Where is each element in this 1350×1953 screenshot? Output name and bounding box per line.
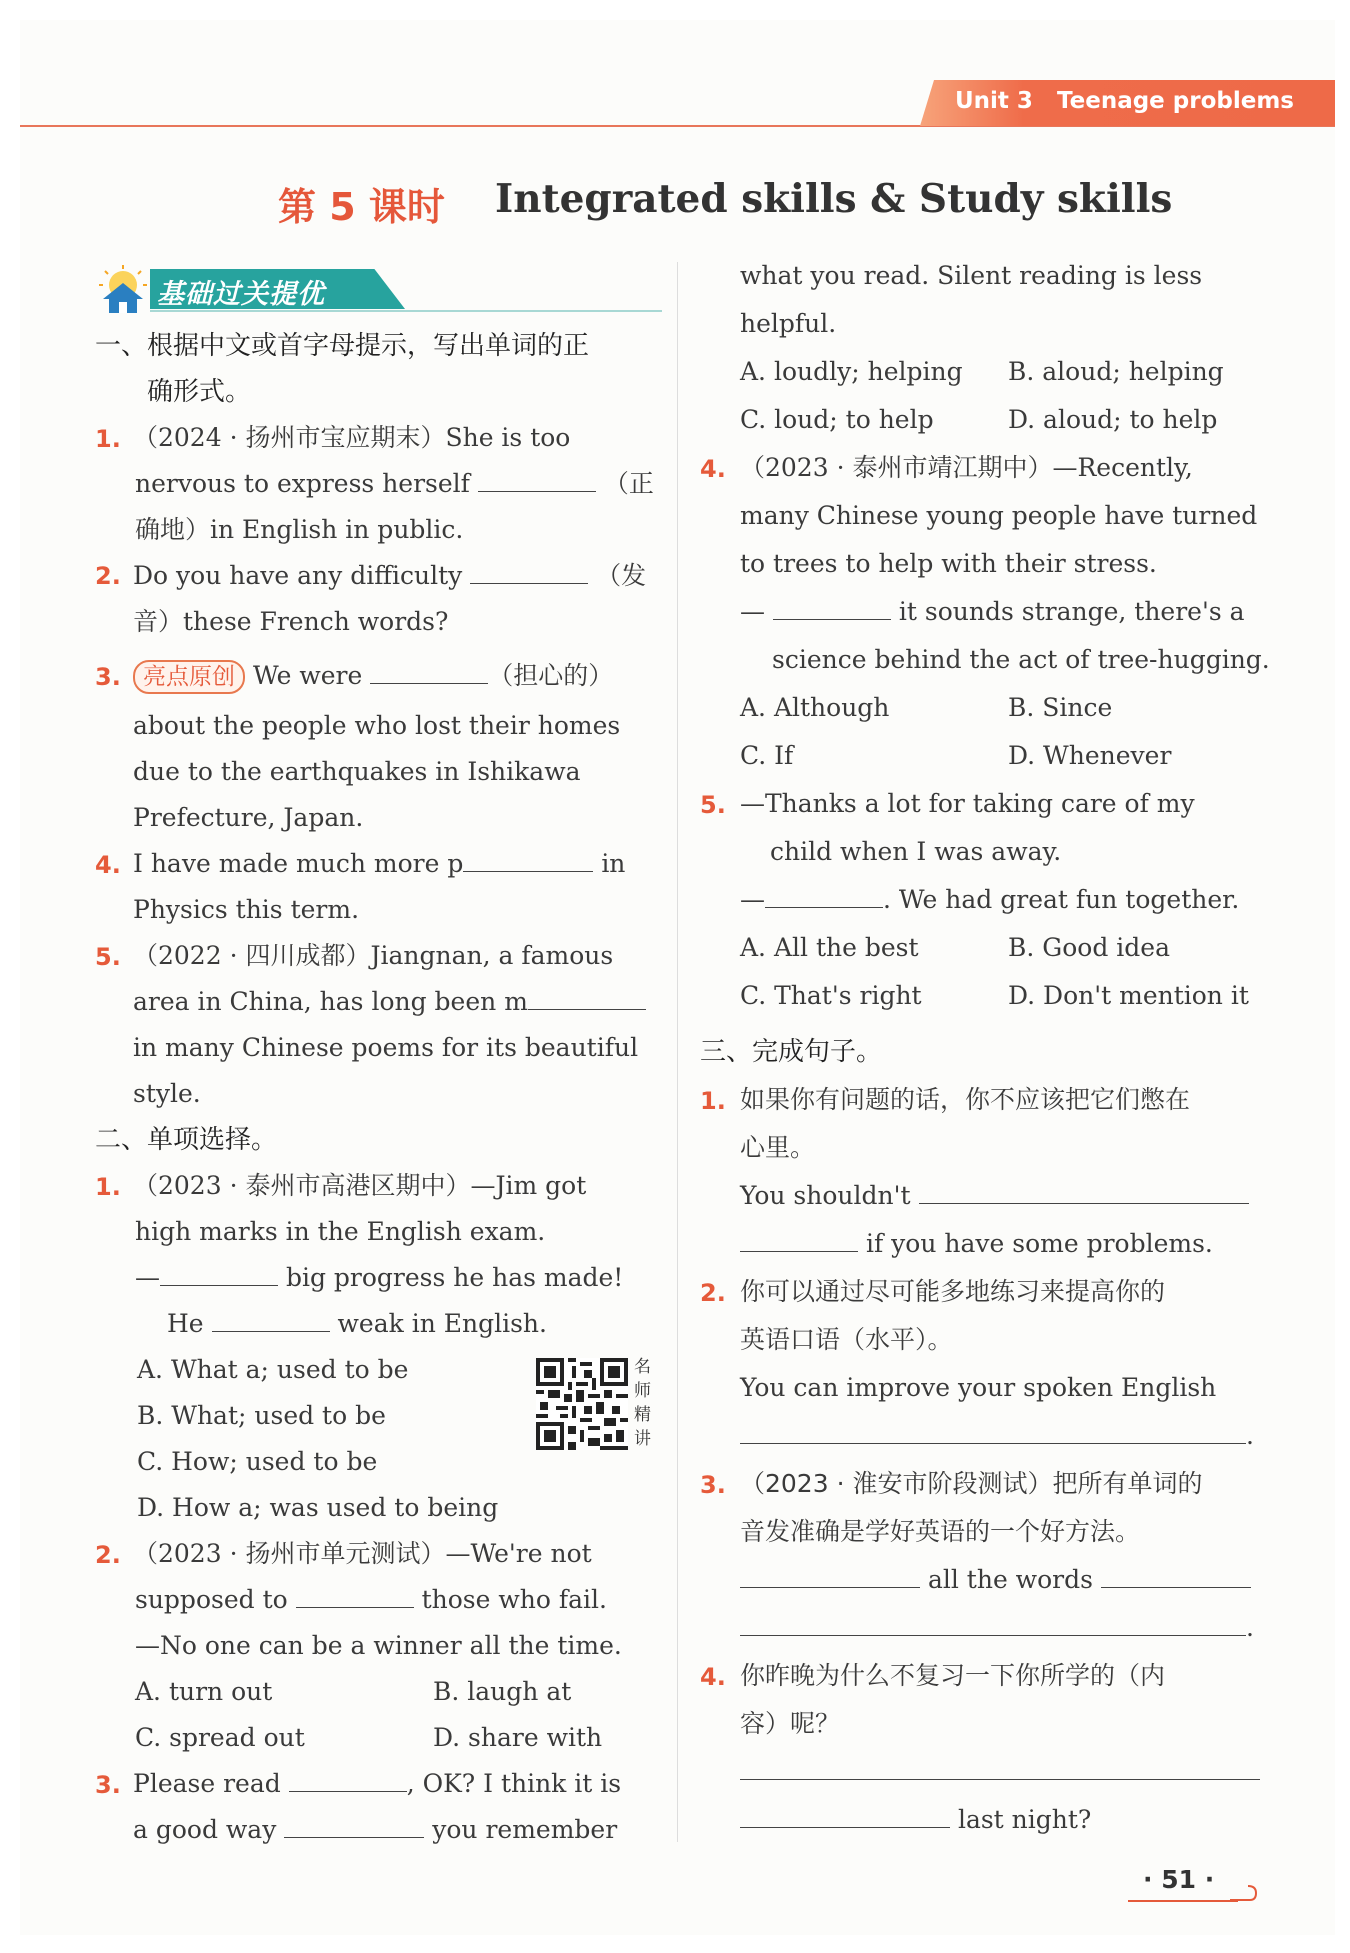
s2-q1-line1: （2023 · 泰州市高港区期中）—Jim got	[133, 1171, 587, 1200]
original-tag: 亮点原创	[133, 660, 245, 694]
answer-blank[interactable]	[528, 983, 646, 1010]
unit-topic: Teenage problems	[1056, 88, 1294, 114]
s2-q4-line3: to trees to help with their stress.	[740, 549, 1157, 578]
qr-label: 名师精讲	[634, 1357, 651, 1449]
option-c[interactable]: C. How; used to be	[137, 1447, 378, 1476]
s3-q2-en2	[740, 1417, 1254, 1455]
section1-heading: 一、根据中文或首字母提示，写出单词的正	[95, 331, 590, 361]
s3-q1-number: 1.	[700, 1087, 726, 1115]
answer-blank[interactable]	[212, 1305, 330, 1332]
house-sun-icon	[95, 265, 157, 315]
lesson-title: Integrated skills & Study skills	[495, 176, 1173, 222]
s2-q5-number: 5.	[700, 791, 726, 819]
option-b[interactable]: B. What; used to be	[137, 1401, 386, 1430]
s3-q2-en1: You can improve your spoken English	[740, 1373, 1217, 1402]
option-d[interactable]: D. aloud; to help	[1008, 405, 1218, 434]
dash: —	[740, 597, 765, 626]
answer-blank[interactable]	[740, 1417, 1246, 1444]
s1-q5-text: area in China, has long been m	[133, 987, 528, 1016]
option-a[interactable]: A. turn out	[135, 1677, 273, 1706]
s1-q3-line2: about the people who lost their homes	[133, 711, 621, 740]
s2-q5-line1: —Thanks a lot for taking care of my	[740, 789, 1195, 818]
s1-q3-text: We were	[252, 661, 363, 690]
s1-q5-line3: in many Chinese poems for its beautiful	[133, 1033, 639, 1062]
s2-q4-line4	[740, 593, 1245, 631]
answer-blank[interactable]	[478, 465, 596, 492]
unit-header	[955, 88, 1294, 114]
answer-blank[interactable]	[463, 845, 593, 872]
unit-label: Unit 3	[955, 88, 1033, 114]
s1-q2-line2: 音）these French words?	[133, 607, 449, 636]
s2-q2-number: 2.	[95, 1541, 121, 1569]
badge-text: 基础过关提优	[157, 279, 325, 310]
s2-q4-line1: （2023 · 泰州市靖江期中）—Recently,	[740, 453, 1193, 482]
section3-heading: 三、完成句子。	[700, 1037, 883, 1067]
page-number-rule	[1128, 1900, 1238, 1902]
section-badge	[95, 265, 405, 311]
option-a[interactable]: A. All the best	[740, 933, 919, 962]
s3-q3-number: 3.	[700, 1471, 726, 1499]
answer-blank[interactable]	[773, 593, 891, 620]
s2-q3-tail2: you remember	[432, 1815, 618, 1844]
s1-q1-number: 1.	[95, 425, 121, 453]
option-c[interactable]: C. That's right	[740, 981, 922, 1010]
s2-q1-text: big progress he has made!	[285, 1263, 624, 1292]
s2-q1-line4	[167, 1305, 547, 1343]
s1-q1-line2	[135, 465, 654, 503]
s1-q3-number: 3.	[95, 663, 121, 691]
s3-q2-number: 2.	[700, 1279, 726, 1307]
s3-q3-cn1: （2023 · 淮安市阶段测试）把所有单词的	[740, 1469, 1203, 1498]
option-c[interactable]: C. If	[740, 741, 794, 770]
option-a[interactable]: A. What a; used to be	[137, 1355, 409, 1384]
option-b[interactable]: B. Good idea	[1008, 933, 1170, 962]
s2-q2-line2	[135, 1581, 607, 1619]
answer-blank[interactable]	[470, 557, 588, 584]
period: .	[1246, 1421, 1254, 1450]
s1-q2-number: 2.	[95, 562, 121, 590]
s1-q4-line2: Physics this term.	[133, 895, 360, 924]
option-b[interactable]: B. aloud; helping	[1008, 357, 1224, 386]
s3-q1-cn1: 如果你有问题的话，你不应该把它们憋在	[740, 1085, 1191, 1114]
option-d[interactable]: D. Whenever	[1008, 741, 1172, 770]
option-c[interactable]: C. spread out	[135, 1723, 305, 1752]
s2-q3-tail: , OK? I think it is	[406, 1769, 622, 1798]
s1-q4-number: 4.	[95, 851, 121, 879]
s3-q4-en2	[740, 1801, 1091, 1839]
s2-q3-line2	[133, 1811, 617, 1849]
answer-blank[interactable]	[740, 1801, 950, 1828]
column-divider	[677, 262, 678, 1842]
answer-blank[interactable]	[296, 1581, 414, 1608]
s1-q3-line4: Prefecture, Japan.	[133, 803, 364, 832]
s2-q4-line2: many Chinese young people have turned	[740, 501, 1258, 530]
s1-q3-line3: due to the earthquakes in Ishikawa	[133, 757, 581, 786]
s1-q5-line4: style.	[133, 1079, 201, 1108]
s1-q1-line3: 确地）in English in public.	[135, 515, 464, 544]
answer-blank[interactable]	[740, 1561, 920, 1588]
answer-blank[interactable]	[740, 1609, 1246, 1636]
s1-q4-line1	[133, 845, 625, 883]
s3-q1-tail: if you have some problems.	[865, 1229, 1213, 1258]
option-b[interactable]: B. Since	[1008, 693, 1113, 722]
answer-blank[interactable]	[160, 1259, 278, 1286]
period: .	[1246, 1613, 1254, 1642]
section2-heading: 二、单项选择。	[95, 1125, 278, 1155]
s2-q2-line3: —No one can be a winner all the time.	[135, 1631, 622, 1660]
badge-underline	[150, 310, 662, 312]
s1-q5-number: 5.	[95, 943, 121, 971]
s1-q2-hint: （发	[596, 561, 647, 590]
s2-q1-tail: weak in English.	[337, 1309, 547, 1338]
answer-blank[interactable]	[765, 881, 883, 908]
s1-q1-line1: （2024 · 扬州市宝应期末）She is too	[133, 423, 571, 452]
s3-q1-text: You shouldn't	[740, 1181, 911, 1210]
s1-q2-text: Do you have any difficulty	[133, 561, 463, 590]
s2-q3-line3: what you read. Silent reading is less	[740, 261, 1203, 290]
s2-q2-line1: （2023 · 扬州市单元测试）—We're not	[133, 1539, 592, 1568]
s1-q3-line1	[133, 657, 613, 695]
s3-q4-en1	[740, 1753, 1260, 1791]
s1-q2-line1	[133, 557, 646, 595]
s3-q1-en2	[740, 1225, 1213, 1263]
section1-heading-cont: 确形式。	[147, 377, 252, 407]
s3-q2-cn1: 你可以通过尽可能多地练习来提高你的	[740, 1277, 1166, 1306]
s3-q4-cn2: 容）呢？	[740, 1709, 841, 1738]
s1-q5-line2	[133, 983, 646, 1021]
answer-blank[interactable]	[1101, 1561, 1251, 1588]
s2-q3-text: Please read	[133, 1769, 281, 1798]
s2-q4-line5: science behind the act of tree-hugging.	[772, 645, 1270, 674]
answer-blank[interactable]	[370, 657, 488, 684]
s1-q5-line1: （2022 · 四川成都）Jiangnan, a famous	[133, 941, 614, 970]
s2-q1-line3	[135, 1259, 623, 1297]
s2-q3-line1	[133, 1765, 621, 1803]
s2-q5-line2: child when I was away.	[770, 837, 1062, 866]
answer-blank[interactable]	[919, 1177, 1249, 1204]
s2-q1-he: He	[167, 1309, 204, 1338]
s1-q1-text: nervous to express herself	[135, 469, 470, 498]
s2-q3-number: 3.	[95, 1771, 121, 1799]
page-arrow-icon	[1228, 1880, 1258, 1904]
s2-q1-number: 1.	[95, 1173, 121, 1201]
s2-q5-text: . We had great fun together.	[883, 885, 1240, 914]
s3-q4-tail: last night?	[957, 1805, 1092, 1834]
s3-q3-en1	[740, 1561, 1251, 1599]
option-d[interactable]: D. Don't mention it	[1008, 981, 1249, 1010]
s3-q4-number: 4.	[700, 1663, 726, 1691]
dash: —	[135, 1263, 160, 1292]
s2-q2-tail: those who fail.	[421, 1585, 607, 1614]
s1-q4-text: I have made much more p	[133, 849, 464, 878]
s2-q3-text2: a good way	[133, 1815, 277, 1844]
s2-q4-number: 4.	[700, 455, 726, 483]
s2-q2-text: supposed to	[135, 1585, 288, 1614]
s2-q1-line2: high marks in the English exam.	[135, 1217, 546, 1246]
qr-code-icon[interactable]	[536, 1358, 628, 1450]
answer-blank[interactable]	[289, 1765, 407, 1792]
option-b[interactable]: B. laugh at	[433, 1677, 572, 1706]
option-d[interactable]: D. How a; was used to being	[137, 1493, 499, 1522]
option-d[interactable]: D. share with	[433, 1723, 603, 1752]
s3-q1-en1	[740, 1177, 1249, 1215]
s1-q3-hint: （担心的）	[488, 661, 614, 690]
option-a[interactable]: A. loudly; helping	[740, 357, 963, 386]
s3-q4-cn1: 你昨晚为什么不复习一下你所学的（内	[740, 1661, 1166, 1690]
s3-q3-en2	[740, 1609, 1254, 1647]
s2-q5-line3	[740, 881, 1239, 919]
lesson-number: 第 5 课时	[278, 185, 445, 229]
answer-blank[interactable]	[740, 1753, 1260, 1780]
s3-q3-text: all the words	[927, 1565, 1093, 1594]
answer-blank[interactable]	[284, 1811, 424, 1838]
s3-q3-cn2: 音发准确是学好英语的一个好方法。	[740, 1517, 1141, 1546]
option-a[interactable]: A. Although	[740, 693, 890, 722]
dash: —	[740, 885, 765, 914]
answer-blank[interactable]	[740, 1225, 858, 1252]
s3-q1-cn2: 心里。	[740, 1133, 816, 1162]
s1-q4-tail: in	[601, 849, 626, 878]
s1-q1-hint: （正	[603, 469, 654, 498]
s3-q2-cn2: 英语口语（水平）。	[740, 1325, 953, 1354]
s2-q4-text: it sounds strange, there's a	[898, 597, 1245, 626]
s2-q3-line4: helpful.	[740, 309, 837, 338]
page-number: · 51 ·	[1143, 1865, 1215, 1894]
option-c[interactable]: C. loud; to help	[740, 405, 934, 434]
